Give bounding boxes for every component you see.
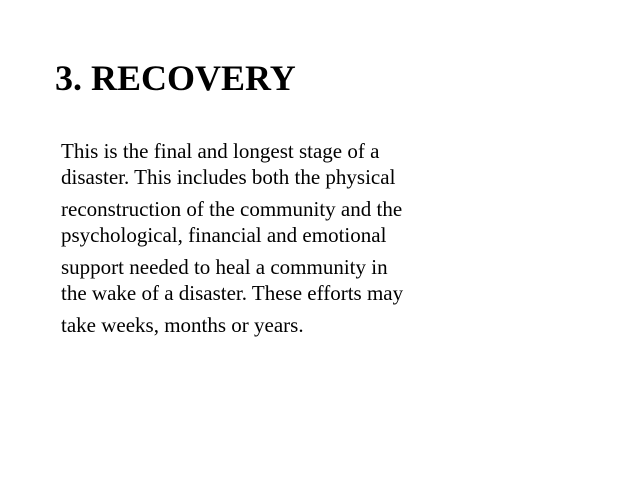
- body-line: the wake of a disaster. These efforts may: [61, 281, 404, 305]
- body-line: support needed to heal a community in: [61, 255, 388, 279]
- body-line: reconstruction of the community and the: [61, 197, 403, 221]
- body-line: psychological, financial and emotional: [61, 223, 387, 247]
- body-line: disaster. This includes both the physical: [61, 165, 396, 189]
- body-line: This is the final and longest stage of a: [61, 139, 380, 163]
- slide-title: 3. RECOVERY: [55, 58, 296, 98]
- slide-body: [61, 138, 621, 338]
- body-line: take weeks, months or years.: [61, 313, 304, 337]
